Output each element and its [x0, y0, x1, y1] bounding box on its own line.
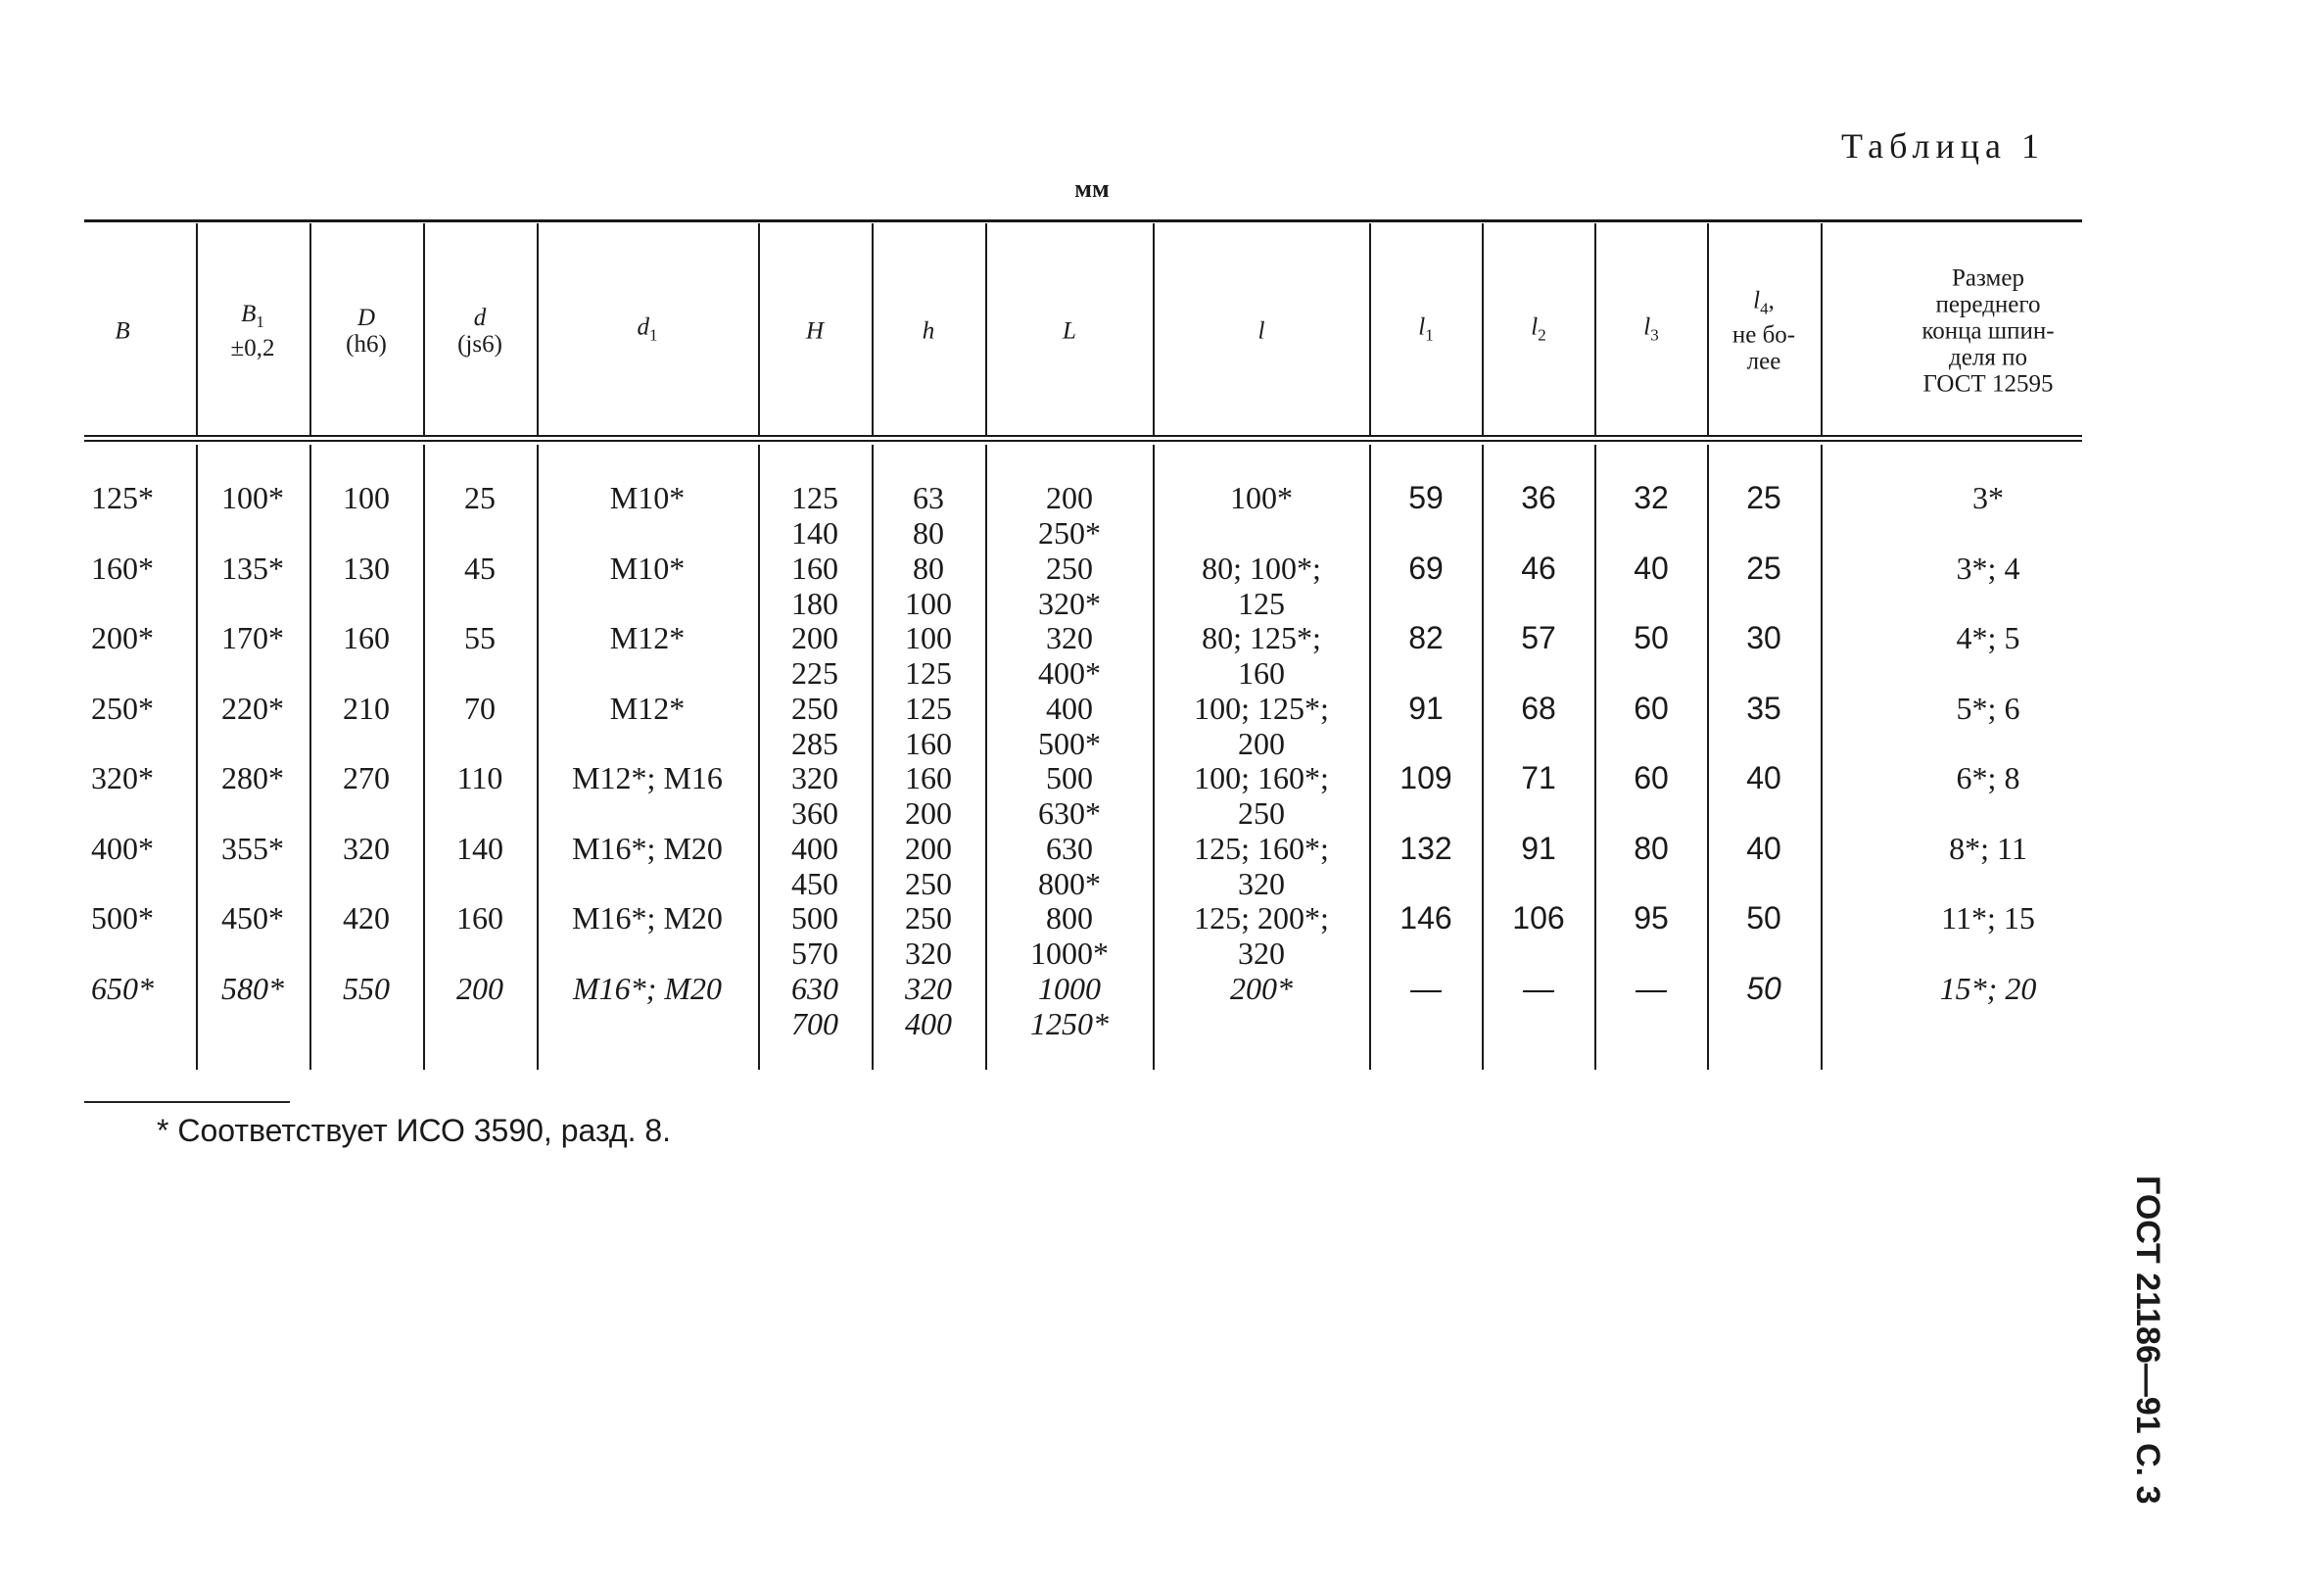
table-cell-d: 160 — [456, 900, 503, 936]
table-cell-d: 25 — [464, 480, 496, 515]
table-cell-d: 210 — [343, 690, 390, 726]
table-cell-d: 140 — [456, 830, 503, 866]
table-cell-l: 80; 100*; — [1202, 550, 1321, 586]
table-cell-d: 100 — [343, 480, 390, 515]
table-title: Таблица 1 — [1841, 126, 2045, 166]
table-cell-h: 250 — [905, 865, 952, 901]
header-subscript: 4 — [1760, 299, 1769, 318]
table-cell-l: 1000 — [1038, 970, 1101, 1006]
table-cell-l: 125; 160*; — [1194, 830, 1329, 866]
column-divider — [423, 445, 425, 1070]
table-cell-l4: 40 — [1746, 760, 1781, 795]
table-cell-spindle: 3*; 4 — [1956, 550, 2020, 586]
table-cell-l: 500 — [1046, 760, 1093, 795]
header-subscript: 2 — [1538, 325, 1546, 345]
table-cell-h: 250 — [905, 900, 952, 936]
column-header: $l_4$, не бо- лее — [1731, 287, 1796, 375]
table-cell-l: 100; 125*; — [1194, 690, 1329, 726]
column-divider — [985, 445, 987, 1070]
table-cell-b1: 355* — [221, 830, 284, 866]
table-top-rule — [84, 219, 2082, 222]
column-divider — [1594, 445, 1596, 1070]
table-cell-l4: 50 — [1746, 900, 1781, 936]
table-cell-l1: 59 — [1408, 480, 1444, 515]
table-cell-l2: 57 — [1521, 620, 1556, 655]
column-divider-header — [1821, 223, 1823, 435]
table-cell-d1: M16*; M20 — [572, 900, 723, 936]
column-divider — [1482, 445, 1484, 1070]
column-header — [806, 318, 824, 345]
column-divider-header — [872, 223, 874, 435]
column-divider — [196, 445, 198, 1070]
column-header — [923, 318, 935, 345]
table-cell-spindle: 15*; 20 — [1939, 970, 2037, 1006]
table-cell-l1: 69 — [1408, 550, 1444, 586]
table-cell-b1: 135* — [221, 550, 284, 586]
table-cell-d1: M12* — [609, 690, 686, 726]
table-cell-b: 400* — [91, 830, 154, 866]
table-cell-l: 125 — [1238, 585, 1285, 621]
table-cell-b1: 220* — [221, 690, 284, 726]
table-cell-l: 160 — [1238, 655, 1285, 691]
column-divider-header — [537, 223, 539, 435]
table-cell-l: 1250* — [1030, 1005, 1109, 1041]
table-cell-l2: 68 — [1521, 690, 1556, 726]
table-cell-spindle: 5*; 6 — [1956, 690, 2020, 726]
header-symbol: h — [922, 317, 935, 345]
table-cell-spindle: 11*; 15 — [1941, 900, 2035, 936]
table-cell-l: 800 — [1046, 900, 1093, 936]
table-cell-l4: 25 — [1746, 550, 1781, 586]
table-cell-h: 125 — [905, 690, 952, 726]
table-cell-l1: — — [1410, 970, 1442, 1006]
table-cell-l3: 60 — [1634, 690, 1669, 726]
header-tolerance: ±0,2 — [230, 335, 275, 361]
table-cell-h: 100 — [905, 585, 952, 621]
table-cell-l: 500* — [1038, 725, 1101, 761]
table-cell-b1: 100* — [221, 480, 284, 515]
column-divider-header — [758, 223, 760, 435]
table-cell-d: 550 — [343, 970, 390, 1006]
column-header — [1921, 265, 2054, 398]
table-cell-b1: 580* — [221, 970, 284, 1006]
header-symbol: d — [473, 305, 487, 331]
table-cell-b1: 170* — [221, 620, 284, 655]
table-cell-d: 160 — [343, 620, 390, 655]
footnote-divider — [84, 1101, 290, 1103]
table-cell-h: 200 — [905, 830, 952, 866]
header-symbol: l — [1531, 313, 1539, 341]
table-cell-l: 320 — [1238, 936, 1285, 971]
column-header — [457, 305, 502, 358]
table-cell-l2: 91 — [1521, 830, 1556, 866]
table-cell-l1: 109 — [1399, 760, 1452, 795]
table-cell-h: 285 — [791, 725, 838, 761]
table-cell-h: 500 — [791, 900, 838, 936]
header-subscript: 1 — [649, 325, 658, 345]
column-divider — [872, 445, 874, 1070]
table-cell-l: 800* — [1038, 865, 1101, 901]
header-symbol: D — [356, 305, 376, 331]
table-cell-b: 320* — [91, 760, 154, 795]
table-cell-d1: M12* — [609, 620, 686, 655]
table-cell-b: 200* — [91, 620, 154, 655]
table-cell-h: 160 — [905, 760, 952, 795]
table-cell-h: 570 — [791, 936, 838, 971]
column-divider-header — [1369, 223, 1371, 435]
table-cell-h: 140 — [791, 515, 838, 551]
table-cell-l: 1000* — [1030, 936, 1109, 971]
table-cell-l3: 40 — [1634, 550, 1669, 586]
table-cell-b1: 280* — [221, 760, 284, 795]
table-cell-h: 225 — [791, 655, 838, 691]
table-cell-l1: 82 — [1408, 620, 1444, 655]
side-page-reference: ГОСТ 21186—91 С. 3 — [2129, 1176, 2166, 1505]
table-cell-l: 630* — [1038, 795, 1101, 831]
table-cell-d1: M10* — [609, 480, 686, 515]
header-text-line: ГОСТ 12595 — [1922, 370, 2054, 398]
table-cell-h: 700 — [791, 1005, 838, 1041]
header-rule-upper — [84, 435, 2082, 437]
table-cell-h: 180 — [791, 585, 838, 621]
column-divider — [1369, 445, 1371, 1070]
column-divider-header — [196, 223, 198, 435]
header-text-line: Размер — [1952, 264, 2024, 292]
table-cell-d1: M10* — [609, 550, 686, 586]
table-cell-h: 80 — [913, 515, 944, 551]
table-cell-d: 130 — [343, 550, 390, 586]
table-cell-spindle: 4*; 5 — [1956, 620, 2020, 655]
table-cell-l1: 146 — [1399, 900, 1452, 936]
header-symbol: L — [1063, 317, 1076, 345]
column-divider — [1821, 445, 1823, 1070]
table-cell-h: 63 — [913, 480, 944, 515]
column-divider — [537, 445, 539, 1070]
table-cell-d: 420 — [343, 900, 390, 936]
table-cell-l: 200* — [1230, 970, 1293, 1006]
column-divider — [309, 445, 311, 1070]
table-cell-l: 320 — [1238, 865, 1285, 901]
table-cell-h: 125 — [791, 480, 838, 515]
table-cell-l4: 25 — [1746, 480, 1781, 515]
table-cell-h: 360 — [791, 795, 838, 831]
table-cell-l: 125; 200*; — [1194, 900, 1329, 936]
column-header — [1531, 314, 1545, 349]
header-symbol: B — [241, 301, 257, 327]
column-divider — [758, 445, 760, 1070]
table-cell-b: 125* — [91, 480, 154, 515]
table-cell-l: 250 — [1046, 550, 1093, 586]
table-cell-d1: M16*; M20 — [573, 970, 722, 1006]
table-cell-l3: 32 — [1634, 480, 1669, 515]
column-divider-header — [309, 223, 311, 435]
table-cell-h: 320 — [791, 760, 838, 795]
table-cell-h: 80 — [913, 550, 944, 586]
table-cell-spindle: 6*; 8 — [1956, 760, 2020, 795]
table-cell-l2: 46 — [1521, 550, 1556, 586]
header-subscript: 3 — [1650, 325, 1659, 345]
column-divider — [1707, 445, 1709, 1070]
table-cell-h: 250 — [791, 690, 838, 726]
table-cell-d: 200 — [456, 970, 503, 1006]
header-tolerance: (js6) — [457, 331, 502, 358]
header-tolerance: (h6) — [346, 331, 387, 358]
footnote: * Соответствует ИСО 3590, разд. 8. — [157, 1113, 672, 1148]
header-text-line: лее — [1746, 348, 1781, 375]
column-divider-header — [1707, 223, 1709, 435]
column-header — [1643, 314, 1658, 349]
column-header — [346, 305, 387, 358]
column-header — [1418, 314, 1433, 349]
column-divider — [1153, 445, 1155, 1070]
column-header — [1063, 318, 1076, 345]
table-cell-l: 320 — [1046, 620, 1093, 655]
header-symbol: d — [637, 313, 649, 341]
table-cell-l: 400 — [1046, 690, 1093, 726]
table-cell-l: 200 — [1238, 725, 1285, 761]
column-header — [638, 314, 658, 349]
table-cell-b: 250* — [91, 690, 154, 726]
column-divider-header — [1153, 223, 1155, 435]
table-cell-b: 160* — [91, 550, 154, 586]
table-cell-h: 200 — [791, 620, 838, 655]
column-divider-header — [1482, 223, 1484, 435]
table-cell-l2: — — [1523, 970, 1554, 1006]
table-cell-h: 450 — [791, 865, 838, 901]
table-cell-d: 55 — [464, 620, 496, 655]
column-header — [115, 318, 129, 345]
table-cell-d: 320 — [343, 830, 390, 866]
table-cell-l4: 30 — [1746, 620, 1781, 655]
table-cell-h: 160 — [791, 550, 838, 586]
table-cell-l3: 80 — [1634, 830, 1669, 866]
table-cell-l1: 132 — [1399, 830, 1452, 866]
table-cell-b1: 450* — [221, 900, 284, 936]
table-cell-l4: 40 — [1746, 830, 1781, 866]
header-text-line: не бо- — [1731, 321, 1796, 349]
column-divider-header — [1594, 223, 1596, 435]
header-text-line: конца шпин- — [1921, 317, 2055, 345]
table-cell-l3: 60 — [1634, 760, 1669, 795]
column-header — [231, 301, 275, 361]
table-cell-l: 250* — [1038, 515, 1101, 551]
header-symbol: l — [1643, 313, 1651, 341]
table-cell-h: 200 — [905, 795, 952, 831]
table-cell-d1: M16*; M20 — [572, 830, 723, 866]
table-cell-l2: 71 — [1521, 760, 1556, 795]
column-divider-header — [423, 223, 425, 435]
column-header — [1258, 318, 1265, 345]
table-cell-h: 320 — [905, 970, 952, 1006]
table-cell-l: 80; 125*; — [1202, 620, 1321, 655]
header-symbol: H — [805, 317, 825, 345]
header-text-line: деля по — [1949, 344, 2027, 371]
header-symbol: l — [1418, 313, 1426, 341]
table-cell-h: 400 — [905, 1005, 952, 1041]
table-cell-l: 200 — [1046, 480, 1093, 515]
header-symbol: l — [1257, 317, 1265, 345]
table-cell-l4: 35 — [1746, 690, 1781, 726]
table-cell-l3: 95 — [1634, 900, 1669, 936]
table-cell-h: 630 — [791, 970, 838, 1006]
table-cell-d: 70 — [464, 690, 496, 726]
table-cell-l: 100; 160*; — [1194, 760, 1329, 795]
header-subscript: 1 — [1425, 325, 1434, 345]
table-cell-l: 630 — [1046, 830, 1093, 866]
table-cell-l2: 36 — [1521, 480, 1556, 515]
header-rule-lower — [84, 440, 2082, 442]
table-cell-d: 45 — [464, 550, 496, 586]
table-cell-d1: M12*; M16 — [572, 760, 723, 795]
table-cell-l: 400* — [1038, 655, 1101, 691]
table-cell-b: 500* — [91, 900, 154, 936]
table-cell-h: 100 — [905, 620, 952, 655]
table-cell-l1: 91 — [1408, 690, 1444, 726]
table-cell-spindle: 8*; 11 — [1949, 830, 2027, 866]
table-cell-l: 250 — [1238, 795, 1285, 831]
column-divider-header — [985, 223, 987, 435]
table-cell-l: 320* — [1038, 585, 1101, 621]
header-text-line: переднего — [1935, 291, 2041, 318]
header-symbol: l — [1753, 287, 1761, 314]
table-cell-d: 270 — [343, 760, 390, 795]
table-cell-h: 400 — [791, 830, 838, 866]
table-cell-l4: 50 — [1746, 970, 1781, 1006]
header-subscript: 1 — [256, 312, 264, 331]
table-cell-l2: 106 — [1512, 900, 1565, 936]
table-cell-h: 160 — [905, 725, 952, 761]
table-cell-h: 125 — [905, 655, 952, 691]
units-label: мм — [1074, 174, 1110, 203]
table-cell-l3: — — [1636, 970, 1667, 1006]
table-cell-l3: 50 — [1634, 620, 1669, 655]
table-cell-l: 100* — [1230, 480, 1293, 515]
table-cell-b: 650* — [91, 970, 154, 1006]
table-cell-d: 110 — [456, 760, 503, 795]
header-symbol: B — [115, 317, 130, 345]
table-cell-spindle: 3* — [1972, 480, 2004, 515]
table-cell-h: 320 — [905, 936, 952, 971]
